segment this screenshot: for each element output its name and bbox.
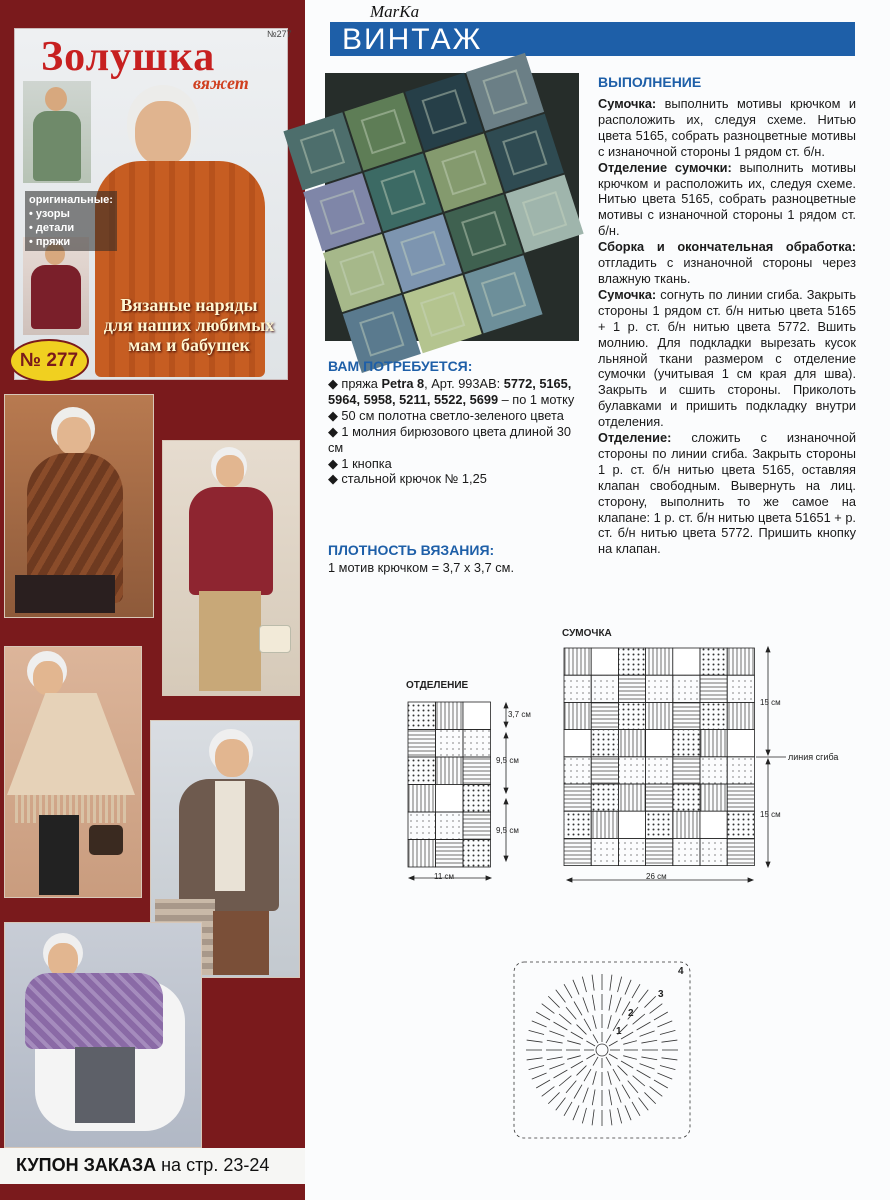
product-photo-bag bbox=[325, 73, 579, 341]
pattern-square bbox=[727, 784, 754, 811]
materials-item: ◆ 1 молния бирюзового цвета длиной 30 см bbox=[328, 423, 572, 455]
motif-round-3: 3 bbox=[658, 989, 664, 1000]
photo-poncho bbox=[4, 646, 142, 898]
pattern-square bbox=[618, 784, 645, 811]
stitch-mark bbox=[566, 1007, 576, 1019]
stitch-mark bbox=[593, 1015, 597, 1029]
stitch-mark bbox=[657, 1073, 672, 1079]
stitch-mark bbox=[549, 1031, 564, 1036]
stitch-mark bbox=[593, 1071, 597, 1085]
cover-title: Золушка bbox=[41, 34, 216, 80]
stitch-mark bbox=[559, 1014, 571, 1024]
pattern-square bbox=[646, 702, 673, 729]
pattern-square bbox=[436, 785, 464, 813]
pattern-square bbox=[408, 812, 436, 840]
gauge-text: 1 мотив крючком = 3,7 х 3,7 см. bbox=[328, 560, 515, 575]
stitch-mark bbox=[637, 1022, 651, 1030]
pattern-square bbox=[727, 675, 754, 702]
stitch-mark bbox=[621, 1061, 633, 1068]
stitch-mark bbox=[574, 1002, 582, 1016]
stitch-mark bbox=[639, 1098, 649, 1111]
stitch-mark bbox=[536, 1080, 550, 1088]
pattern-square bbox=[463, 757, 491, 785]
stitch-mark bbox=[657, 1021, 672, 1027]
pattern-square bbox=[700, 675, 727, 702]
pattern-square bbox=[408, 757, 436, 785]
pattern-square bbox=[727, 838, 754, 865]
compartment-dim-h1: 9,5 см bbox=[496, 756, 519, 765]
compartment-diagram bbox=[396, 698, 536, 888]
pattern-square bbox=[646, 784, 673, 811]
stitch-mark bbox=[628, 1081, 638, 1093]
pattern-square bbox=[463, 840, 491, 868]
bag-dim-w: 26 см bbox=[646, 872, 667, 881]
stitch-mark bbox=[571, 1061, 583, 1068]
stitch-mark bbox=[608, 1071, 612, 1085]
granny-squares-illustration bbox=[325, 73, 579, 341]
pattern-square bbox=[564, 838, 591, 865]
stitch-mark bbox=[527, 1058, 543, 1060]
stitch-mark bbox=[529, 1030, 544, 1034]
stitch-mark bbox=[573, 980, 579, 995]
fold-line-label: линия сгиба bbox=[788, 752, 839, 762]
bag-diagram bbox=[556, 642, 796, 888]
pattern-square bbox=[673, 757, 700, 784]
materials-item: ◆ 50 см полотна светло-зеленого цвета bbox=[328, 407, 564, 423]
stitch-mark bbox=[618, 1066, 628, 1076]
pattern-square bbox=[700, 784, 727, 811]
stitch-mark bbox=[606, 1057, 611, 1066]
instructions-text bbox=[598, 96, 856, 557]
stitch-mark bbox=[556, 990, 566, 1003]
stitch-mark bbox=[606, 1034, 611, 1043]
pattern-square bbox=[618, 702, 645, 729]
pattern-square bbox=[408, 785, 436, 813]
magazine-cover bbox=[14, 28, 292, 380]
stitch-mark bbox=[613, 1069, 620, 1081]
pattern-square bbox=[564, 784, 591, 811]
cover-inset-photo-2 bbox=[23, 237, 89, 335]
stitch-mark bbox=[660, 1030, 675, 1034]
stitch-mark bbox=[564, 1102, 572, 1116]
pattern-square bbox=[436, 812, 464, 840]
stitch-mark bbox=[637, 1070, 651, 1078]
stitch-mark bbox=[592, 995, 595, 1011]
coupon-page: на стр. 23-24 bbox=[156, 1155, 270, 1175]
motif-round-4: 4 bbox=[678, 966, 684, 977]
stitch-mark bbox=[527, 1040, 543, 1042]
stitch-mark bbox=[542, 1004, 555, 1014]
stitch-mark bbox=[623, 1056, 637, 1060]
pattern-square bbox=[673, 784, 700, 811]
compartment-diagram-title: ОТДЕЛЕНИЕ bbox=[406, 680, 469, 691]
stitch-mark bbox=[616, 997, 621, 1012]
stitch-mark bbox=[650, 1087, 663, 1097]
pattern-square bbox=[463, 812, 491, 840]
crochet-motif-chart bbox=[506, 952, 698, 1148]
pattern-square bbox=[673, 811, 700, 838]
stitch-mark bbox=[618, 977, 622, 992]
pattern-square bbox=[564, 730, 591, 757]
pattern-square bbox=[564, 811, 591, 838]
sidebar bbox=[0, 0, 305, 1200]
stitch-mark bbox=[625, 1105, 631, 1120]
stitch-mark bbox=[547, 1040, 563, 1043]
stitch-mark bbox=[622, 1085, 630, 1099]
materials-item: ◆ 1 кнопка bbox=[328, 455, 392, 471]
pattern-square bbox=[700, 648, 727, 675]
pattern-square bbox=[591, 730, 618, 757]
instruction-paragraph: Отделение: сложить с изнаночной стороны по линии сгиба. Закрыть стороны 1 р. ст. б/н нитью цвета 5165, оставляя клапан свободным. Вывернуть на лиц. сторону, выполнить то же самое на клапане: 1 р. ст. б/н нитью цвета 51651 + р. ст. б/н нитью цвета 5772. Пришить кнопку на клапан. bbox=[598, 430, 856, 557]
pattern-square bbox=[591, 702, 618, 729]
cover-model-face bbox=[135, 101, 191, 165]
bag-grid bbox=[564, 648, 754, 866]
pattern-square bbox=[436, 840, 464, 868]
stitch-mark bbox=[608, 1015, 612, 1029]
stitch-mark bbox=[610, 1109, 612, 1125]
cover-subtitle: вяжет bbox=[193, 73, 249, 93]
pattern-square bbox=[646, 675, 673, 702]
stitch-mark bbox=[616, 1088, 621, 1103]
stitch-mark bbox=[536, 1012, 550, 1020]
stitch-mark bbox=[639, 990, 649, 1003]
pattern-square bbox=[700, 757, 727, 784]
pattern-square bbox=[673, 648, 700, 675]
pattern-square bbox=[618, 730, 645, 757]
stitch-mark bbox=[566, 1081, 576, 1093]
stitch-mark bbox=[573, 1105, 579, 1120]
stitch-mark bbox=[650, 1004, 663, 1014]
motif-center-ring bbox=[596, 1044, 608, 1056]
stitch-mark bbox=[582, 977, 586, 992]
materials-item: ◆ стальной крючок № 1,25 bbox=[328, 471, 487, 487]
stitch-mark bbox=[584, 1019, 591, 1031]
stitch-mark bbox=[529, 1066, 544, 1070]
stitch-mark bbox=[661, 1058, 677, 1060]
stitch-mark bbox=[654, 1080, 668, 1088]
order-coupon bbox=[0, 1148, 305, 1184]
stitch-mark bbox=[632, 1102, 640, 1116]
instruction-paragraph: Сумочка: выполнить мотивы крючком и расположить их, следуя схеме. Нитью цвета 5165, собрать разноцветные мотивы с изнаночной стороны 1 рядом ст. б/н. bbox=[598, 96, 856, 159]
pattern-square bbox=[408, 840, 436, 868]
compartment-dim-h2: 9,5 см bbox=[496, 826, 519, 835]
stitch-mark bbox=[641, 1057, 657, 1060]
pattern-square bbox=[408, 730, 436, 758]
stitch-mark bbox=[583, 997, 588, 1012]
stitch-mark bbox=[621, 1032, 633, 1039]
stitch-mark bbox=[532, 1073, 547, 1079]
pattern-square bbox=[591, 648, 618, 675]
stitch-mark bbox=[592, 1089, 595, 1105]
stitch-mark bbox=[549, 1064, 564, 1069]
stitch-mark bbox=[644, 996, 655, 1007]
section-title: ВИНТАЖ bbox=[342, 23, 483, 56]
stitch-mark bbox=[583, 1088, 588, 1103]
materials-list bbox=[328, 376, 580, 487]
stitch-mark bbox=[554, 1070, 568, 1078]
motif-stitches bbox=[514, 962, 690, 1138]
instruction-paragraph: Сумочка: согнуть по линии сгиба. Закрыть стороны 1 рядом ст. б/н нитью цвета 5165 + 1 р. ст. б/н нитью цвета 5772. Вшить молнию. Для подкладки вырезать кусок льняной ткани размером с отделение сумочки (учитывая 1 см края для шва). Закрыть и сшить стороны. Приколоть булавками и пришить подкладку внутри отделения. bbox=[598, 286, 856, 430]
pattern-square bbox=[646, 730, 673, 757]
stitch-mark bbox=[567, 1041, 581, 1045]
stitch-mark bbox=[644, 1092, 655, 1103]
pattern-square bbox=[564, 648, 591, 675]
pattern-square bbox=[646, 838, 673, 865]
bag-dim-h2: 15 см bbox=[760, 810, 781, 819]
pattern-square bbox=[646, 757, 673, 784]
stitch-mark bbox=[548, 1092, 559, 1103]
pattern-square bbox=[700, 811, 727, 838]
instructions-heading: ВЫПОЛНЕНИЕ bbox=[598, 74, 702, 90]
pattern-square bbox=[436, 730, 464, 758]
compartment-dim-w: 11 см bbox=[434, 872, 455, 881]
stitch-mark bbox=[567, 1056, 581, 1060]
pattern-square bbox=[564, 675, 591, 702]
cover-issue-small: №277 bbox=[267, 29, 292, 39]
materials-yarn: ◆ пряжа Petra 8, Арт. 993АВ: 5772, 5165, 5964, 5958, 5211, 5522, 5699 – по 1 мотку bbox=[328, 376, 575, 407]
stitch-mark bbox=[640, 1031, 655, 1036]
stitch-mark bbox=[609, 995, 612, 1011]
stitch-mark bbox=[532, 1021, 547, 1027]
stitch-mark bbox=[584, 1069, 591, 1081]
pattern-square bbox=[618, 811, 645, 838]
stitch-mark bbox=[556, 1098, 566, 1111]
pattern-square bbox=[673, 730, 700, 757]
bag-diagram-title: СУМОЧКА bbox=[562, 628, 612, 639]
pattern-square bbox=[700, 838, 727, 865]
stitch-mark bbox=[574, 1085, 582, 1099]
photo-fur-stole bbox=[4, 394, 154, 618]
stitch-mark bbox=[586, 1041, 595, 1046]
pattern-square bbox=[673, 702, 700, 729]
pattern-square bbox=[463, 730, 491, 758]
stitch-mark bbox=[564, 984, 572, 998]
pattern-square bbox=[591, 675, 618, 702]
pattern-square bbox=[463, 785, 491, 813]
issue-badge: № 277 bbox=[9, 339, 89, 383]
stitch-mark bbox=[571, 1032, 583, 1039]
stitch-mark bbox=[633, 1076, 645, 1086]
pattern-square bbox=[618, 838, 645, 865]
stitch-mark bbox=[633, 1014, 645, 1024]
stitch-mark bbox=[548, 996, 559, 1007]
stitch-mark bbox=[625, 980, 631, 995]
cover-features: оригинальные: • узоры • детали • пряжи bbox=[25, 191, 117, 251]
pattern-square bbox=[646, 648, 673, 675]
stitch-mark bbox=[609, 1041, 618, 1046]
pattern-square bbox=[436, 702, 464, 730]
materials-heading: ВАМ ПОТРЕБУЕТСЯ: bbox=[328, 358, 473, 374]
stitch-mark bbox=[593, 1034, 598, 1043]
pattern-square bbox=[618, 675, 645, 702]
pattern-square bbox=[591, 757, 618, 784]
stitch-mark bbox=[660, 1066, 675, 1070]
stitch-mark bbox=[592, 1109, 594, 1125]
pattern-square bbox=[673, 838, 700, 865]
pattern-square bbox=[463, 702, 491, 730]
section-title-bar bbox=[330, 22, 855, 56]
pattern-square bbox=[618, 648, 645, 675]
stitch-mark bbox=[654, 1012, 668, 1020]
stitch-mark bbox=[641, 1040, 657, 1043]
stitch-mark bbox=[547, 1057, 563, 1060]
stitch-mark bbox=[577, 1066, 587, 1076]
stitch-mark bbox=[593, 1057, 598, 1066]
pattern-square bbox=[700, 730, 727, 757]
pattern-square bbox=[618, 757, 645, 784]
stitch-mark bbox=[554, 1022, 568, 1030]
pattern-square bbox=[591, 838, 618, 865]
pattern-square bbox=[727, 757, 754, 784]
stitch-mark bbox=[582, 1108, 586, 1123]
motif-round-1: 1 bbox=[616, 1026, 622, 1037]
compartment-grid bbox=[408, 702, 491, 867]
pattern-square bbox=[727, 702, 754, 729]
stitch-mark bbox=[623, 1041, 637, 1045]
cover-inset-photo-1 bbox=[23, 81, 91, 183]
pattern-square bbox=[591, 784, 618, 811]
pattern-square bbox=[408, 702, 436, 730]
instruction-paragraph: Отделение сумочки: выполнить мотивы крючком и расположить их, следуя схеме. Нитью цвета 5165, собрать разноцветные мотивы с изнаночной стороны 1 рядом ст. б/н. bbox=[598, 159, 856, 239]
stitch-mark bbox=[618, 1108, 622, 1123]
pattern-square bbox=[727, 730, 754, 757]
pattern-square bbox=[673, 675, 700, 702]
pattern-square bbox=[436, 757, 464, 785]
stitch-mark bbox=[609, 1089, 612, 1105]
photo-purple-sweater bbox=[4, 922, 202, 1148]
stitch-mark bbox=[592, 975, 594, 991]
coupon-label: КУПОН ЗАКАЗА bbox=[16, 1155, 157, 1175]
pattern-square bbox=[727, 648, 754, 675]
photo-red-cardigan bbox=[162, 440, 300, 696]
motif-round-2: 2 bbox=[628, 1008, 634, 1019]
pattern-square bbox=[564, 757, 591, 784]
pattern-square bbox=[700, 702, 727, 729]
stitch-mark bbox=[632, 984, 640, 998]
pattern-square bbox=[646, 811, 673, 838]
gauge-heading: ПЛОТНОСТЬ ВЯЗАНИЯ: bbox=[328, 542, 495, 558]
stitch-mark bbox=[661, 1040, 677, 1042]
stitch-mark bbox=[610, 975, 612, 991]
pattern-square bbox=[727, 811, 754, 838]
stitch-mark bbox=[640, 1064, 655, 1069]
bag-dim-h1: 15 см bbox=[760, 698, 781, 707]
stitch-mark bbox=[559, 1076, 571, 1086]
pattern-square bbox=[564, 702, 591, 729]
instruction-paragraph: Сборка и окончательная обработка: отгладить с изнаночной стороны через влажную ткань. bbox=[598, 239, 856, 286]
cover-headline: Вязаные наряды для наших любимых мам и бабушек bbox=[103, 295, 275, 355]
compartment-dim-motif: 3,7 см bbox=[508, 710, 531, 719]
pattern-square bbox=[591, 811, 618, 838]
stitch-mark bbox=[542, 1087, 555, 1097]
stitch-mark bbox=[586, 1054, 595, 1059]
stitch-mark bbox=[577, 1025, 587, 1035]
watermark: MarKa bbox=[370, 2, 420, 21]
stitch-mark bbox=[609, 1054, 618, 1059]
